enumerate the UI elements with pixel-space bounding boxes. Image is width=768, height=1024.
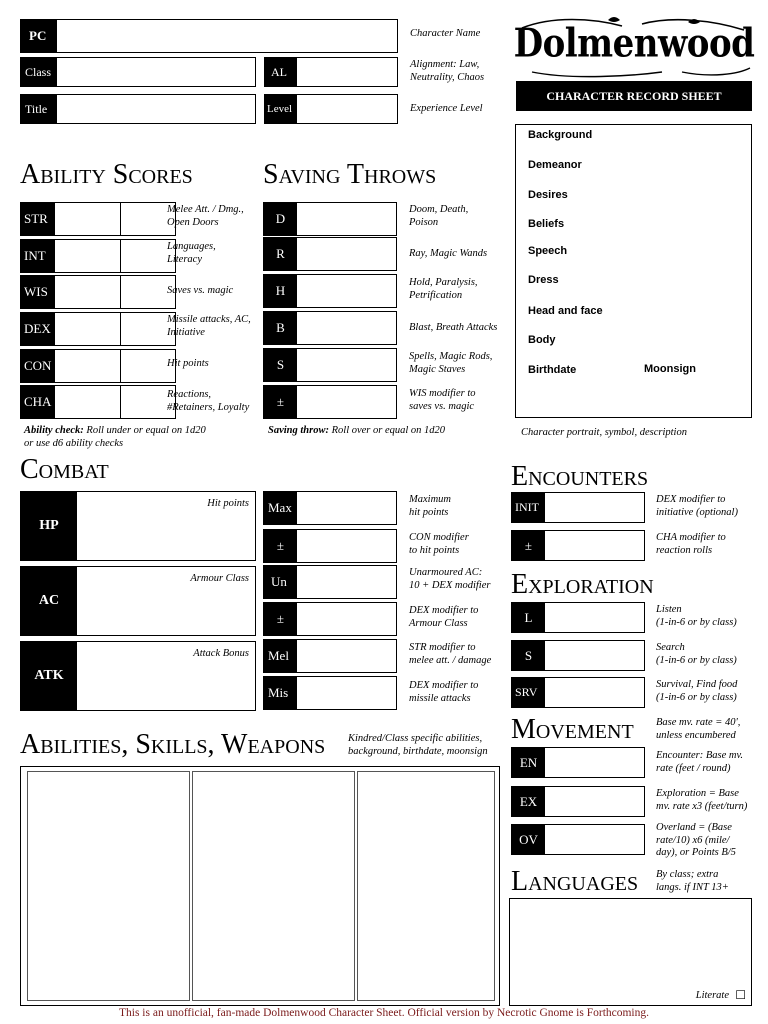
head-and-face-label: Head and face [528, 305, 603, 317]
overland-move-field[interactable] [511, 824, 645, 855]
overland-move-note: Overland = (Base rate/10) x6 (mile/ day), or Points B/5 [656, 822, 736, 858]
literate-label: Literate [695, 990, 729, 1001]
description-box[interactable] [515, 124, 752, 418]
int-score[interactable] [54, 239, 121, 273]
exploration-heading: Exploration [511, 569, 654, 600]
dex-ac-mod-label: ± [264, 603, 297, 635]
abilities-note: Kindred/Class specific abilities, background, birthdate, moonsign [348, 733, 488, 757]
save-spells-label: S [264, 349, 297, 381]
atk-box[interactable] [20, 641, 256, 711]
melee-mod-note: STR modifier to melee att. / damage [409, 642, 492, 666]
beliefs-label: Beliefs [528, 218, 565, 230]
save-doom-note: Doom, Death, Poison [409, 204, 469, 228]
character-name-note: Character Name [410, 28, 481, 39]
save-doom-label: D [264, 203, 297, 235]
logo-text: Dolmenwood [513, 21, 755, 67]
save-modifier-label: ± [264, 386, 297, 418]
encounter-move-field[interactable] [511, 747, 645, 778]
reaction-mod-label: ± [512, 531, 545, 560]
listen-note: Listen (1-in-6 or by class) [656, 604, 737, 628]
missile-mod-note: DEX modifier to missile attacks [409, 680, 479, 704]
con-hp-mod-note: CON modifier to hit points [409, 532, 469, 556]
abilities-column-1[interactable] [27, 771, 190, 1001]
encounter-move-note: Encounter: Base mv. rate (feet / round) [656, 750, 743, 774]
missile-mod-field[interactable] [263, 676, 397, 710]
demeanor-label: Demeanor [528, 159, 582, 171]
languages-note: By class; extra langs. if INT 13+ [656, 869, 729, 893]
encounter-move-label: EN [512, 748, 545, 777]
atk-label: ATK [21, 642, 77, 710]
ability-check-footer [24, 425, 206, 450]
save-blast-label: B [264, 312, 297, 344]
initiative-label: INIT [512, 493, 545, 522]
atk-inner-label: Attack Bonus [193, 648, 249, 659]
pc-label: PC [21, 20, 57, 52]
title-label: Title [21, 95, 57, 123]
moonsign-label: Moonsign [644, 363, 696, 375]
save-spells-note: Spells, Magic Rods, Magic Staves [409, 351, 493, 375]
ability-check-text: Roll under or equal on 1d20 or use d6 ability checks [24, 425, 206, 449]
birthdate-label: Birthdate [528, 364, 577, 376]
wis-score[interactable] [54, 275, 121, 309]
reaction-mod-note: CHA modifier to reaction rolls [656, 532, 726, 556]
abilities-heading: Abilities, Skills, Weapons [20, 729, 326, 760]
unarmoured-ac-note: Unarmoured AC: 10 + DEX modifier [409, 567, 491, 591]
initiative-note: DEX modifier to initiative (optional) [656, 494, 738, 518]
save-modifier-note: WIS modifier to saves vs. magic [409, 388, 476, 412]
ac-inner-label: Armour Class [190, 573, 249, 584]
save-ray-note: Ray, Magic Wands [409, 248, 488, 259]
dolmenwood-logo [512, 14, 756, 80]
initiative-field[interactable] [511, 492, 645, 523]
combat-heading: Combat [20, 454, 109, 485]
survival-field[interactable] [511, 677, 645, 708]
save-ray-field[interactable] [263, 237, 397, 271]
save-hold-field[interactable] [263, 274, 397, 308]
save-hold-note: Hold, Paralysis, Petrification [409, 277, 478, 301]
con-label: CON [20, 349, 54, 383]
hp-label: HP [21, 492, 77, 560]
level-field[interactable] [264, 94, 398, 124]
abilities-box [20, 766, 500, 1006]
max-hp-label: Max [264, 492, 297, 524]
con-hp-mod-label: ± [264, 530, 297, 562]
al-label: AL [265, 58, 297, 86]
exploration-move-field[interactable] [511, 786, 645, 817]
cha-score[interactable] [54, 385, 121, 419]
pc-name-field[interactable] [20, 19, 398, 53]
listen-field[interactable] [511, 602, 645, 633]
str-label: STR [20, 202, 54, 236]
save-ray-label: R [264, 238, 297, 270]
languages-box[interactable] [509, 898, 752, 1006]
base-move-note: Base mv. rate = 40', unless encumbered [656, 717, 741, 741]
unarmoured-ac-label: Un [264, 566, 297, 598]
search-label: S [512, 641, 545, 670]
movement-heading: Movement [511, 714, 634, 745]
dex-score[interactable] [54, 312, 121, 346]
save-blast-note: Blast, Breath Attacks [409, 322, 498, 333]
languages-heading: Languages [511, 866, 639, 897]
save-modifier-field[interactable] [263, 385, 397, 419]
ac-label: AC [21, 567, 77, 635]
disclaimer-footer: This is an unofficial, fan-made Dolmenwood Character Sheet. Official version by Necrotic Gnome is Forthcoming. [118, 1007, 650, 1019]
portrait-caption: Character portrait, symbol, description [521, 427, 687, 438]
alignment-field[interactable] [264, 57, 398, 87]
search-field[interactable] [511, 640, 645, 671]
max-hp-note: Maximum hit points [409, 494, 451, 518]
alignment-note: Alignment: Law, Neutrality, Chaos [410, 59, 485, 83]
reaction-mod-field[interactable] [511, 530, 645, 561]
class-label: Class [21, 58, 57, 86]
int-label: INT [20, 239, 54, 273]
cha-note: Reactions, #Retainers, Loyalty [167, 389, 250, 413]
int-note: Languages, Literacy [167, 241, 216, 265]
missile-mod-label: Mis [264, 677, 297, 709]
background-label: Background [528, 129, 593, 141]
desires-label: Desires [528, 189, 568, 201]
dex-ac-mod-field[interactable] [263, 602, 397, 636]
class-field[interactable] [20, 57, 256, 87]
str-score[interactable] [54, 202, 121, 236]
str-note: Melee Att. / Dmg., Open Doors [167, 204, 244, 228]
max-hp-field[interactable] [263, 491, 397, 525]
saving-throw-text: Roll over or equal on 1d20 [328, 425, 446, 436]
exploration-move-label: EX [512, 787, 545, 816]
ability-check-bold: Ability check: [24, 425, 84, 436]
hp-box[interactable] [20, 491, 256, 561]
cha-label: CHA [20, 385, 54, 419]
saving-throw-footer [268, 425, 445, 438]
con-hp-mod-field[interactable] [263, 529, 397, 563]
survival-note: Survival, Find food (1-in-6 or by class) [656, 679, 738, 703]
save-doom-field[interactable] [263, 202, 397, 236]
literate-checkbox[interactable]: ☐ [735, 988, 746, 1002]
con-note: Hit points [167, 358, 209, 369]
experience-note: Experience Level [410, 103, 483, 114]
hp-inner-label: Hit points [207, 498, 249, 509]
dex-note: Missile attacks, AC, Initiative [167, 314, 251, 338]
encounters-heading: Encounters [511, 461, 649, 492]
save-spells-field[interactable] [263, 348, 397, 382]
melee-mod-label: Mel [264, 640, 297, 672]
dex-ac-mod-note: DEX modifier to Armour Class [409, 605, 479, 629]
saving-throws-heading: Saving Throws [263, 159, 437, 190]
title-field[interactable] [20, 94, 256, 124]
ability-scores-heading: Ability Scores [20, 159, 193, 190]
unarmoured-ac-field[interactable] [263, 565, 397, 599]
record-sheet-banner [516, 81, 752, 111]
save-hold-label: H [264, 275, 297, 307]
record-sheet-subtitle: CHARACTER RECORD SHEET [546, 89, 722, 103]
wis-note: Saves vs. magic [167, 285, 234, 296]
saving-throw-bold: Saving throw: [268, 425, 329, 436]
wis-label: WIS [20, 275, 54, 309]
body-label: Body [528, 334, 556, 346]
melee-mod-field[interactable] [263, 639, 397, 673]
survival-label: SRV [512, 678, 545, 707]
search-note: Search (1-in-6 or by class) [656, 642, 737, 666]
abilities-column-3[interactable] [357, 771, 495, 1001]
con-score[interactable] [54, 349, 121, 383]
exploration-move-note: Exploration = Base mv. rate x3 (feet/turn) [656, 788, 748, 812]
dex-label: DEX [20, 312, 54, 346]
speech-label: Speech [528, 245, 568, 257]
ac-box[interactable] [20, 566, 256, 636]
save-blast-field[interactable] [263, 311, 397, 345]
listen-label: L [512, 603, 545, 632]
overland-move-label: OV [512, 825, 545, 854]
abilities-column-2[interactable] [192, 771, 355, 1001]
dress-label: Dress [528, 274, 559, 286]
level-label: Level [265, 95, 297, 123]
